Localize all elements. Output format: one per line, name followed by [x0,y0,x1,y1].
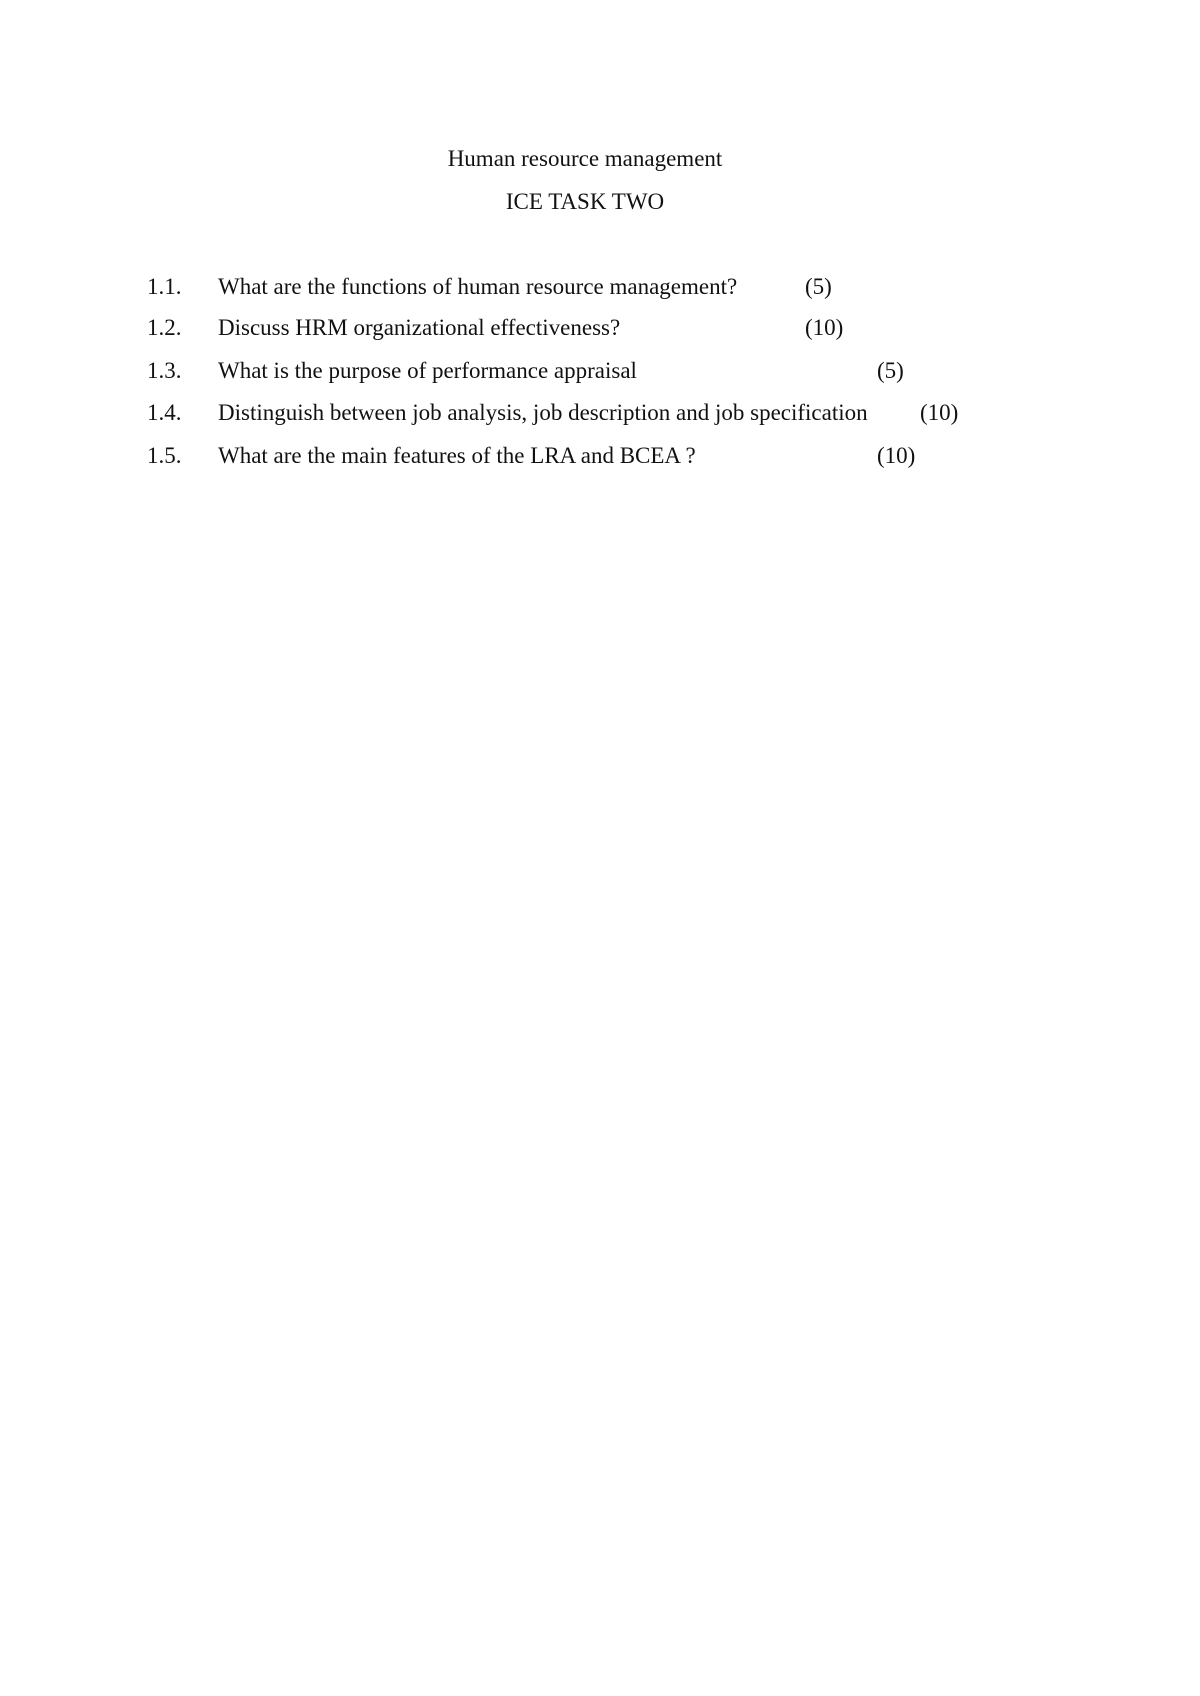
question-text: What is the purpose of performance appraisal [218,358,637,383]
question-marks: (5) [805,274,832,299]
question-item [0,313,1200,343]
question-text: Distinguish between job analysis, job description and job specification [218,400,868,425]
question-number: 1.4. [147,400,182,425]
question-item [0,398,1200,428]
question-number: 1.1. [147,274,182,299]
question-number: 1.3. [147,358,182,383]
question-marks: (10) [877,443,916,468]
question-number: 1.2. [147,315,182,340]
question-number: 1.5. [147,443,182,468]
question-item [0,441,1200,471]
document-title: Human resource management [447,146,723,171]
question-text: What are the main features of the LRA and BCEA ? [218,443,696,468]
question-marks: (10) [920,400,959,425]
question-marks: (10) [805,315,844,340]
question-item [0,272,1200,302]
question-text: What are the functions of human resource management? [218,274,738,299]
question-marks: (5) [877,358,904,383]
document-subtitle: ICE TASK TWO [505,189,665,214]
question-item [0,356,1200,386]
question-text: Discuss HRM organizational effectiveness? [218,315,621,340]
